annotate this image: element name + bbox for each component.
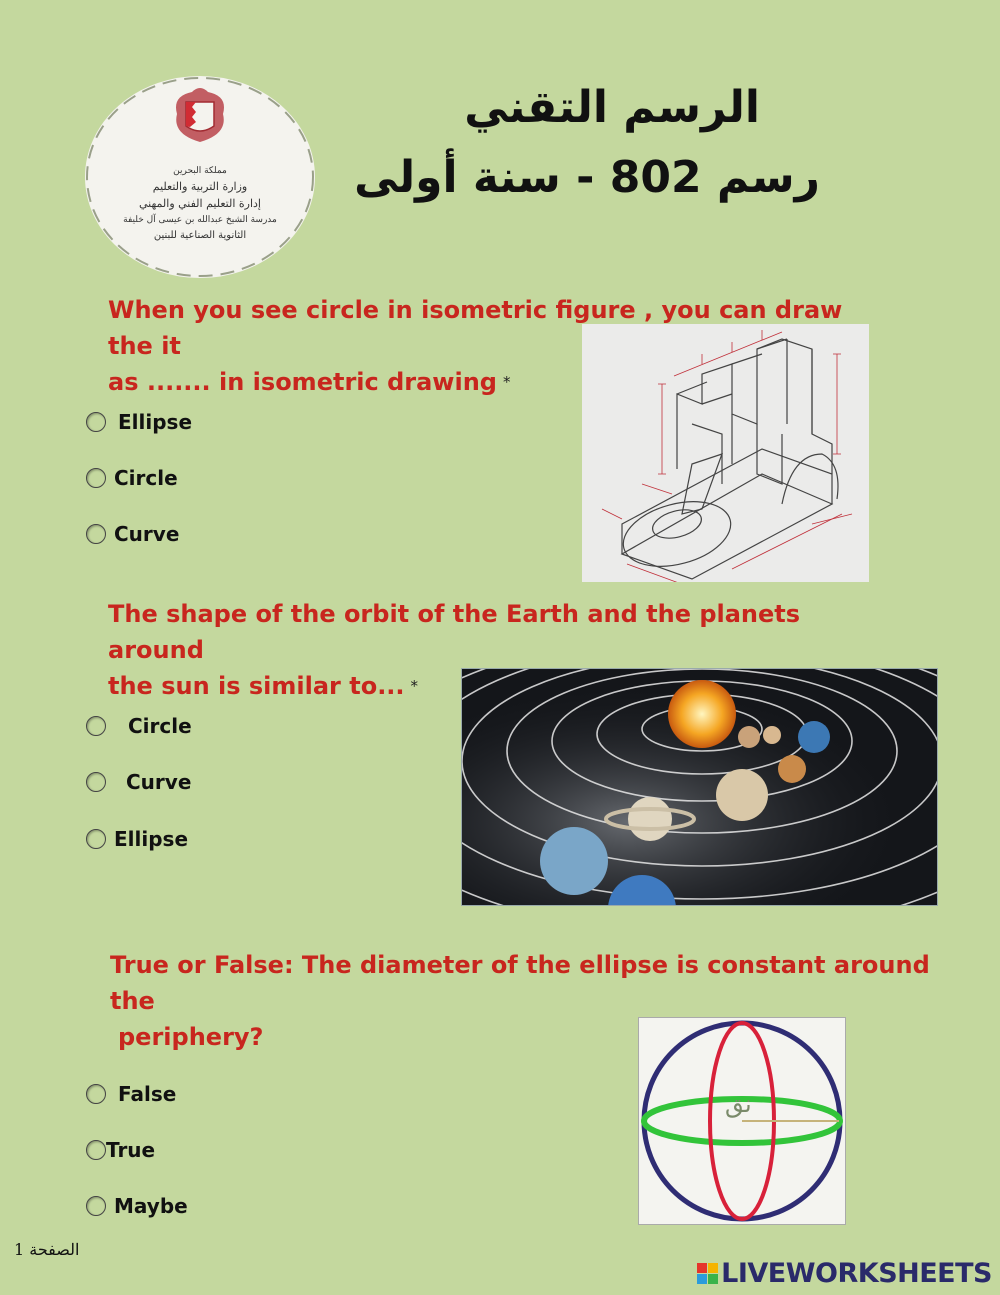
radio-button[interactable] — [86, 716, 106, 736]
radio-button[interactable] — [86, 772, 106, 792]
radio-button[interactable] — [86, 412, 106, 432]
option-label: Curve — [126, 770, 192, 794]
q2-option-circle[interactable] — [86, 714, 192, 738]
required-mark: * — [410, 677, 419, 695]
logo-line-4: مدرسة الشيخ عبدالله بن عيسى آل خليفة — [123, 215, 277, 225]
q1-option-curve[interactable] — [86, 522, 179, 546]
solar-system-image — [461, 668, 938, 906]
liveworksheets-logo-icon — [697, 1263, 718, 1284]
logo-tile-4 — [708, 1274, 718, 1284]
logo-line-1: مملكة البحرين — [173, 166, 227, 176]
option-label: Ellipse — [114, 827, 189, 851]
required-mark: * — [502, 373, 511, 391]
page-number: الصفحة 1 — [14, 1240, 80, 1259]
logo-tile-2 — [708, 1263, 718, 1273]
radio-button[interactable] — [86, 1196, 106, 1216]
question-3-line-2: periphery? — [118, 1023, 264, 1051]
radio-button[interactable] — [86, 524, 106, 544]
q3-option-false[interactable] — [86, 1082, 176, 1106]
question-1-line-1: When you see circle in isometric figure , you can draw the it — [108, 296, 843, 360]
q3-option-maybe[interactable] — [86, 1194, 188, 1218]
option-label: Curve — [114, 522, 180, 546]
page-title: الرسم التقني — [464, 82, 760, 133]
isometric-drawing-image — [582, 324, 869, 582]
school-logo — [82, 74, 318, 280]
question-3-line-1: True or False: The diameter of the ellipse is constant around the — [110, 951, 930, 1015]
option-label: Maybe — [114, 1194, 188, 1218]
logo-tile-1 — [697, 1263, 707, 1273]
question-1-line-2: as ....... in isometric drawing — [108, 368, 497, 396]
option-label: Circle — [128, 714, 192, 738]
q2-option-curve[interactable] — [86, 770, 191, 794]
radio-button[interactable] — [86, 1084, 106, 1104]
option-label: False — [118, 1082, 177, 1106]
q2-option-ellipse[interactable] — [86, 827, 188, 851]
radio-button[interactable] — [86, 1140, 106, 1160]
radio-button[interactable] — [86, 829, 106, 849]
question-2-line-2: the sun is similar to... — [108, 672, 405, 700]
ellipse-diagram — [638, 1017, 846, 1225]
option-label: True — [106, 1138, 156, 1162]
option-label: Circle — [114, 466, 178, 490]
q3-option-true[interactable] — [86, 1138, 155, 1162]
radius-label: نق — [725, 1090, 752, 1118]
q1-option-ellipse[interactable] — [86, 410, 192, 434]
liveworksheets-text: LIVEWORKSHEETS — [721, 1258, 992, 1289]
question-2-line-1: The shape of the orbit of the Earth and the planets around — [108, 600, 801, 664]
logo-line-3: إدارة التعليم الفني والمهني — [139, 197, 261, 210]
logo-tile-3 — [697, 1274, 707, 1284]
page-subtitle: رسم 802 - سنة أولى — [354, 152, 820, 203]
radio-button[interactable] — [86, 468, 106, 488]
option-label: Ellipse — [118, 410, 193, 434]
q1-option-circle[interactable] — [86, 466, 178, 490]
logo-line-5: الثانوية الصناعية للبنين — [153, 230, 247, 241]
logo-line-2: وزارة التربية والتعليم — [152, 180, 248, 193]
liveworksheets-brand[interactable] — [697, 1258, 992, 1289]
